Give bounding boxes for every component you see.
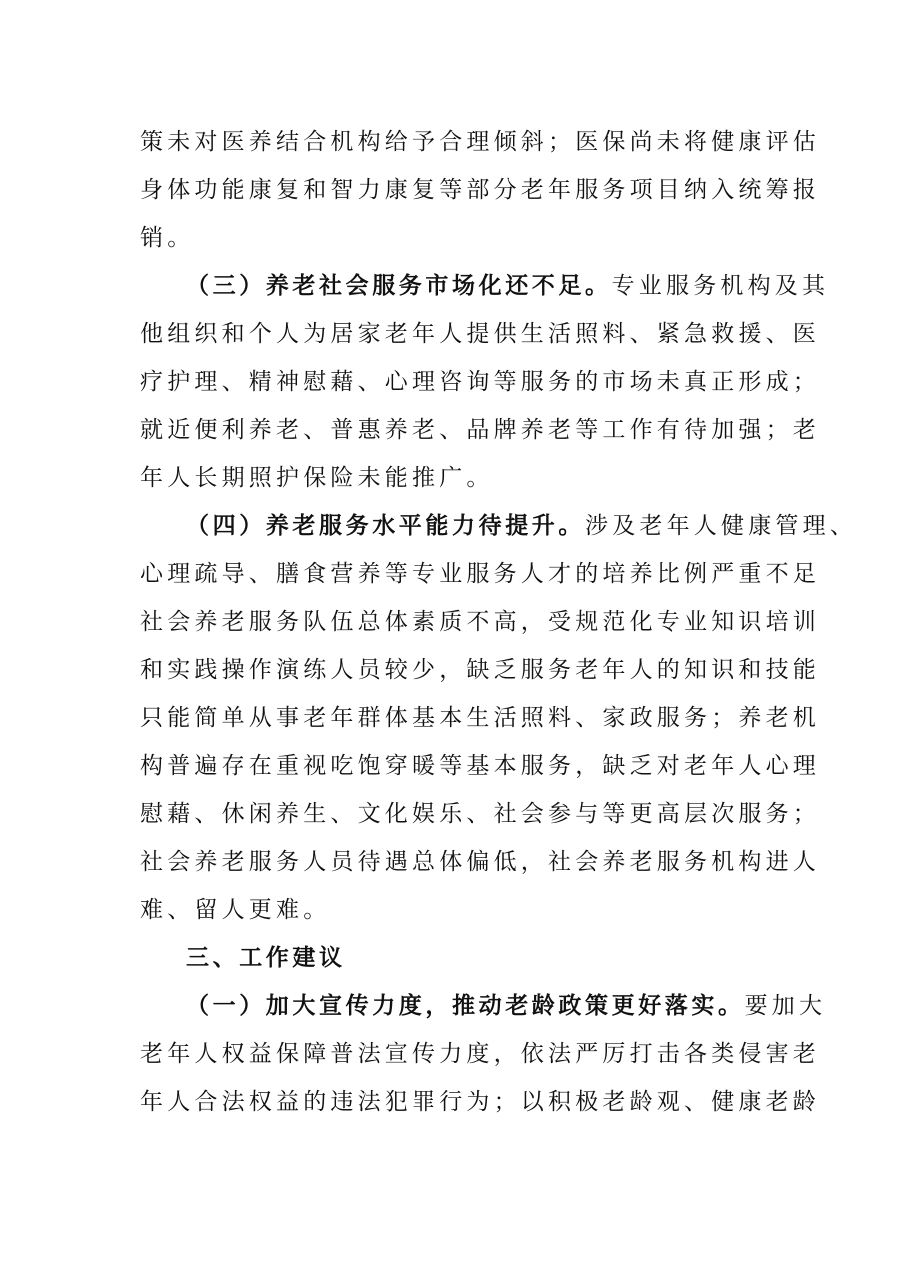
text-line: 老年人权益保障普法宣传力度，依法严厉打击各类侵害老 xyxy=(140,1041,820,1067)
text-line: 疗护理、精神慰藉、心理咨询等服务的市场未真正形成； xyxy=(140,369,820,395)
text-line: 策未对医养结合机构给予合理倾斜；医保尚未将健康评估 xyxy=(140,129,820,155)
chapter-heading: 三、工作建议 xyxy=(186,945,346,971)
text-line: 难、留人更难。 xyxy=(140,897,331,923)
text-line: 慰藉、休闲养生、文化娱乐、社会参与等更高层次服务； xyxy=(140,801,820,827)
text-line: 他组织和个人为居家老年人提供生活照料、紧急救援、医 xyxy=(140,321,820,347)
text-line: 和实践操作演练人员较少，缺乏服务老年人的知识和技能 xyxy=(140,657,820,683)
text-line: 年人长期照护保险未能推广。 xyxy=(140,465,494,491)
text-line: 身体功能康复和智力康复等部分老年服务项目纳入统筹报 xyxy=(140,177,820,203)
text-line: 社会养老服务人员待遇总体偏低，社会养老服务机构进人 xyxy=(140,849,820,875)
section-line: （四）养老服务水平能力待提升。涉及老年人健康管理、 xyxy=(186,513,857,539)
section-heading: （四）养老服务水平能力待提升。 xyxy=(186,513,585,539)
section-heading: （三）养老社会服务市场化还不足。 xyxy=(186,273,612,299)
text-line: 构普遍存在重视吃饱穿暖等基本服务，缺乏对老年人心理 xyxy=(140,753,820,779)
text-line: 年人合法权益的违法犯罪行为；以积极老龄观、健康老龄 xyxy=(140,1089,820,1115)
text-line: 社会养老服务队伍总体素质不高，受规范化专业知识培训 xyxy=(140,609,820,635)
text-line: 心理疏导、膳食营养等专业服务人才的培养比例严重不足 xyxy=(140,561,820,587)
text-line: 就近便利养老、普惠养老、品牌养老等工作有待加强；老 xyxy=(140,417,820,443)
text-line: 只能简单从事老年群体基本生活照料、家政服务；养老机 xyxy=(140,705,820,731)
section-line: （一）加大宣传力度，推动老龄政策更好落实。要加大 xyxy=(186,993,827,1019)
section-line: （三）养老社会服务市场化还不足。专业服务机构及其 xyxy=(186,273,830,299)
text-line: 销。 xyxy=(140,225,195,251)
section-heading: （一）加大宣传力度，推动老龄政策更好落实。 xyxy=(186,993,745,1019)
